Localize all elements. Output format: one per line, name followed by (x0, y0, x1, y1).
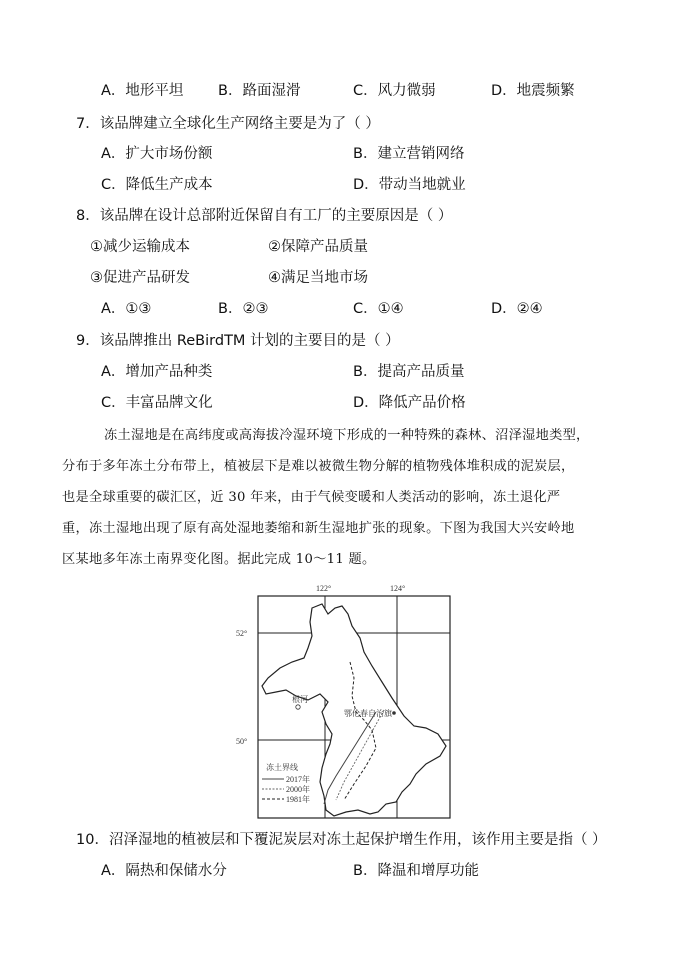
q8-statement-2: ②保障产品质量 (268, 239, 368, 255)
passage-line-4: 重，冻土湿地出现了原有高处湿地萎缩和新生湿地扩张的现象。下图为我国大兴安岭地 (62, 521, 575, 536)
legend-2017: 2017年 (286, 775, 310, 784)
q10-option-a: A．隔热和保储水分 (101, 863, 227, 879)
q9-option-c: C．丰富品牌文化 (101, 395, 213, 411)
label-lat-52: 52° (236, 629, 248, 638)
q6-option-d: D．地震频繁 (491, 83, 575, 99)
q8-option-a: A．①③ (101, 301, 152, 317)
place-genhe: 根河 (292, 695, 308, 704)
q9-option-d: D．降低产品价格 (353, 395, 466, 411)
q8-option-c: C．①④ (353, 301, 404, 317)
place-oroqen-marker (392, 711, 396, 715)
q8-option-b: B．②③ (218, 301, 269, 317)
passage-line-2: 分布于多年冻土分布带上，植被层下是难以被微生物分解的植物残体堆积成的泥炭层， (62, 459, 575, 474)
legend-title: 冻土界线 (266, 763, 298, 772)
passage-line-5: 区某地多年冻土南界变化图。据此完成 10～11 题。 (62, 552, 376, 567)
q10-stem: 10．沼泽湿地的植被层和下覆泥炭层对冻土起保护增生作用，该作用主要是指（ ） (76, 832, 607, 848)
q9-option-a: A．增加产品种类 (101, 364, 213, 380)
passage-line-1: 冻土湿地是在高纬度或高海拔冷湿环境下形成的一种特殊的森林、沼泽湿地类型， (104, 428, 590, 443)
q7-option-a: A．扩大市场份额 (101, 146, 213, 162)
q8-stem: 8．该品牌在设计总部附近保留自有工厂的主要原因是（ ） (76, 208, 453, 224)
q8-statement-3: ③促进产品研发 (90, 270, 190, 286)
label-lon-122: 122° (316, 584, 332, 593)
permafrost-boundary-map (226, 578, 456, 820)
q7-option-d: D．带动当地就业 (353, 177, 466, 193)
legend-2000: 2000年 (286, 785, 310, 794)
q10-option-b: B．降温和增厚功能 (353, 863, 479, 879)
place-oroqen: 鄂伦春自治旗 (344, 709, 392, 718)
reading-passage (62, 420, 622, 575)
q6-option-b: B．路面湿滑 (218, 83, 301, 99)
q9-option-b: B．提高产品质量 (353, 364, 465, 380)
q6-option-a: A．地形平坦 (101, 83, 184, 99)
label-lon-124: 124° (390, 584, 406, 593)
q7-option-b: B．建立营销网络 (353, 146, 465, 162)
q8-statement-1: ①减少运输成本 (90, 239, 190, 255)
label-lat-50: 50° (236, 737, 248, 746)
q7-stem: 7．该品牌建立全球化生产网络主要是为了（ ） (76, 116, 380, 132)
q9-stem: 9．该品牌推出 ReBirdTM 计划的主要目的是（ ） (76, 333, 400, 349)
q7-option-c: C．降低生产成本 (101, 177, 213, 193)
legend-1981: 1981年 (286, 795, 310, 804)
q8-option-d: D．②④ (491, 301, 543, 317)
q8-statement-4: ④满足当地市场 (268, 270, 368, 286)
place-genhe-marker (296, 705, 300, 709)
q6-option-c: C．风力微弱 (353, 83, 436, 99)
passage-line-3: 也是全球重要的碳汇区，近 30 年来，由于气候变暖和人类活动的影响，冻土退化严 (62, 490, 561, 505)
